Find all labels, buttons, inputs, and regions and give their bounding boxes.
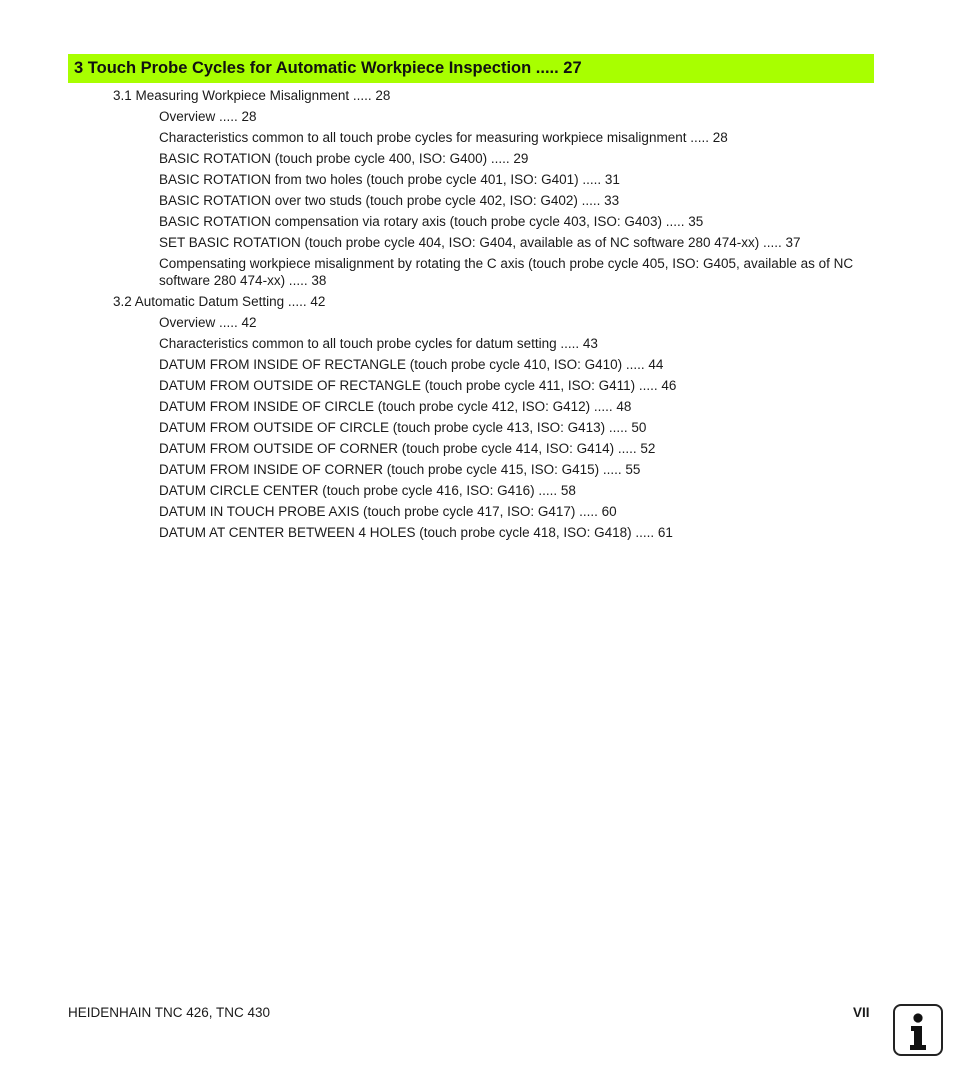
info-glyph bbox=[895, 1006, 941, 1054]
toc-subsection-entry[interactable]: DATUM FROM INSIDE OF CIRCLE (touch probe cycle 412, ISO: G412) ..... 48 bbox=[159, 399, 632, 414]
toc-subsection-entry[interactable]: Overview ..... 42 bbox=[159, 315, 257, 330]
toc-subsection-entry[interactable]: BASIC ROTATION over two studs (touch probe cycle 402, ISO: G402) ..... 33 bbox=[159, 193, 620, 208]
chapter-heading-bar bbox=[68, 54, 874, 83]
toc-section-entry[interactable]: 3.2 Automatic Datum Setting ..... 42 bbox=[113, 294, 326, 309]
toc-subsection-entry[interactable]: Characteristics common to all touch probe cycles for datum setting ..... 43 bbox=[159, 336, 598, 351]
page-number: VII bbox=[853, 1005, 870, 1020]
toc-subsection-entry[interactable]: Overview ..... 28 bbox=[159, 109, 257, 124]
toc-subsection-entry[interactable]: DATUM FROM OUTSIDE OF CIRCLE (touch probe cycle 413, ISO: G413) ..... 50 bbox=[159, 420, 647, 435]
table-of-contents bbox=[0, 87, 954, 545]
toc-section-entry[interactable]: 3.1 Measuring Workpiece Misalignment ..... 28 bbox=[113, 88, 391, 103]
toc-subsection-entry[interactable]: DATUM FROM INSIDE OF CORNER (touch probe cycle 415, ISO: G415) ..... 55 bbox=[159, 462, 641, 477]
toc-subsection-entry[interactable]: BASIC ROTATION (touch probe cycle 400, ISO: G400) ..... 29 bbox=[159, 151, 529, 166]
toc-subsection-entry[interactable]: DATUM AT CENTER BETWEEN 4 HOLES (touch probe cycle 418, ISO: G418) ..... 61 bbox=[159, 525, 673, 540]
toc-subsection-entry[interactable]: Characteristics common to all touch probe cycles for measuring workpiece misalignment ..... 28 bbox=[159, 130, 728, 145]
toc-subsection-entry[interactable]: DATUM FROM OUTSIDE OF RECTANGLE (touch probe cycle 411, ISO: G411) ..... 46 bbox=[159, 378, 677, 393]
footer-product-name: HEIDENHAIN TNC 426, TNC 430 bbox=[68, 1005, 271, 1020]
chapter-title[interactable]: 3 Touch Probe Cycles for Automatic Workpiece Inspection ..... 27 bbox=[74, 59, 582, 77]
toc-subsection-entry[interactable]: DATUM FROM OUTSIDE OF CORNER (touch probe cycle 414, ISO: G414) ..... 52 bbox=[159, 441, 656, 456]
toc-subsection-entry[interactable]: BASIC ROTATION from two holes (touch probe cycle 401, ISO: G401) ..... 31 bbox=[159, 172, 620, 187]
toc-subsection-entry[interactable]: DATUM CIRCLE CENTER (touch probe cycle 416, ISO: G416) ..... 58 bbox=[159, 483, 576, 498]
toc-subsection-entry[interactable]: BASIC ROTATION compensation via rotary axis (touch probe cycle 403, ISO: G403) ..... 35 bbox=[159, 214, 704, 229]
info-icon[interactable] bbox=[893, 1004, 943, 1056]
toc-subsection-entry[interactable]: DATUM FROM INSIDE OF RECTANGLE (touch probe cycle 410, ISO: G410) ..... 44 bbox=[159, 357, 664, 372]
toc-subsection-entry[interactable]: Compensating workpiece misalignment by rotating the C axis (touch probe cycle 405, ISO: G405, available as of NC software 280 474-xx) ..... 38 bbox=[159, 256, 854, 288]
toc-subsection-entry[interactable]: DATUM IN TOUCH PROBE AXIS (touch probe cycle 417, ISO: G417) ..... 60 bbox=[159, 504, 617, 519]
toc-subsection-entry[interactable]: SET BASIC ROTATION (touch probe cycle 404, ISO: G404, available as of NC software 280 474-xx) ..... 37 bbox=[159, 235, 801, 250]
